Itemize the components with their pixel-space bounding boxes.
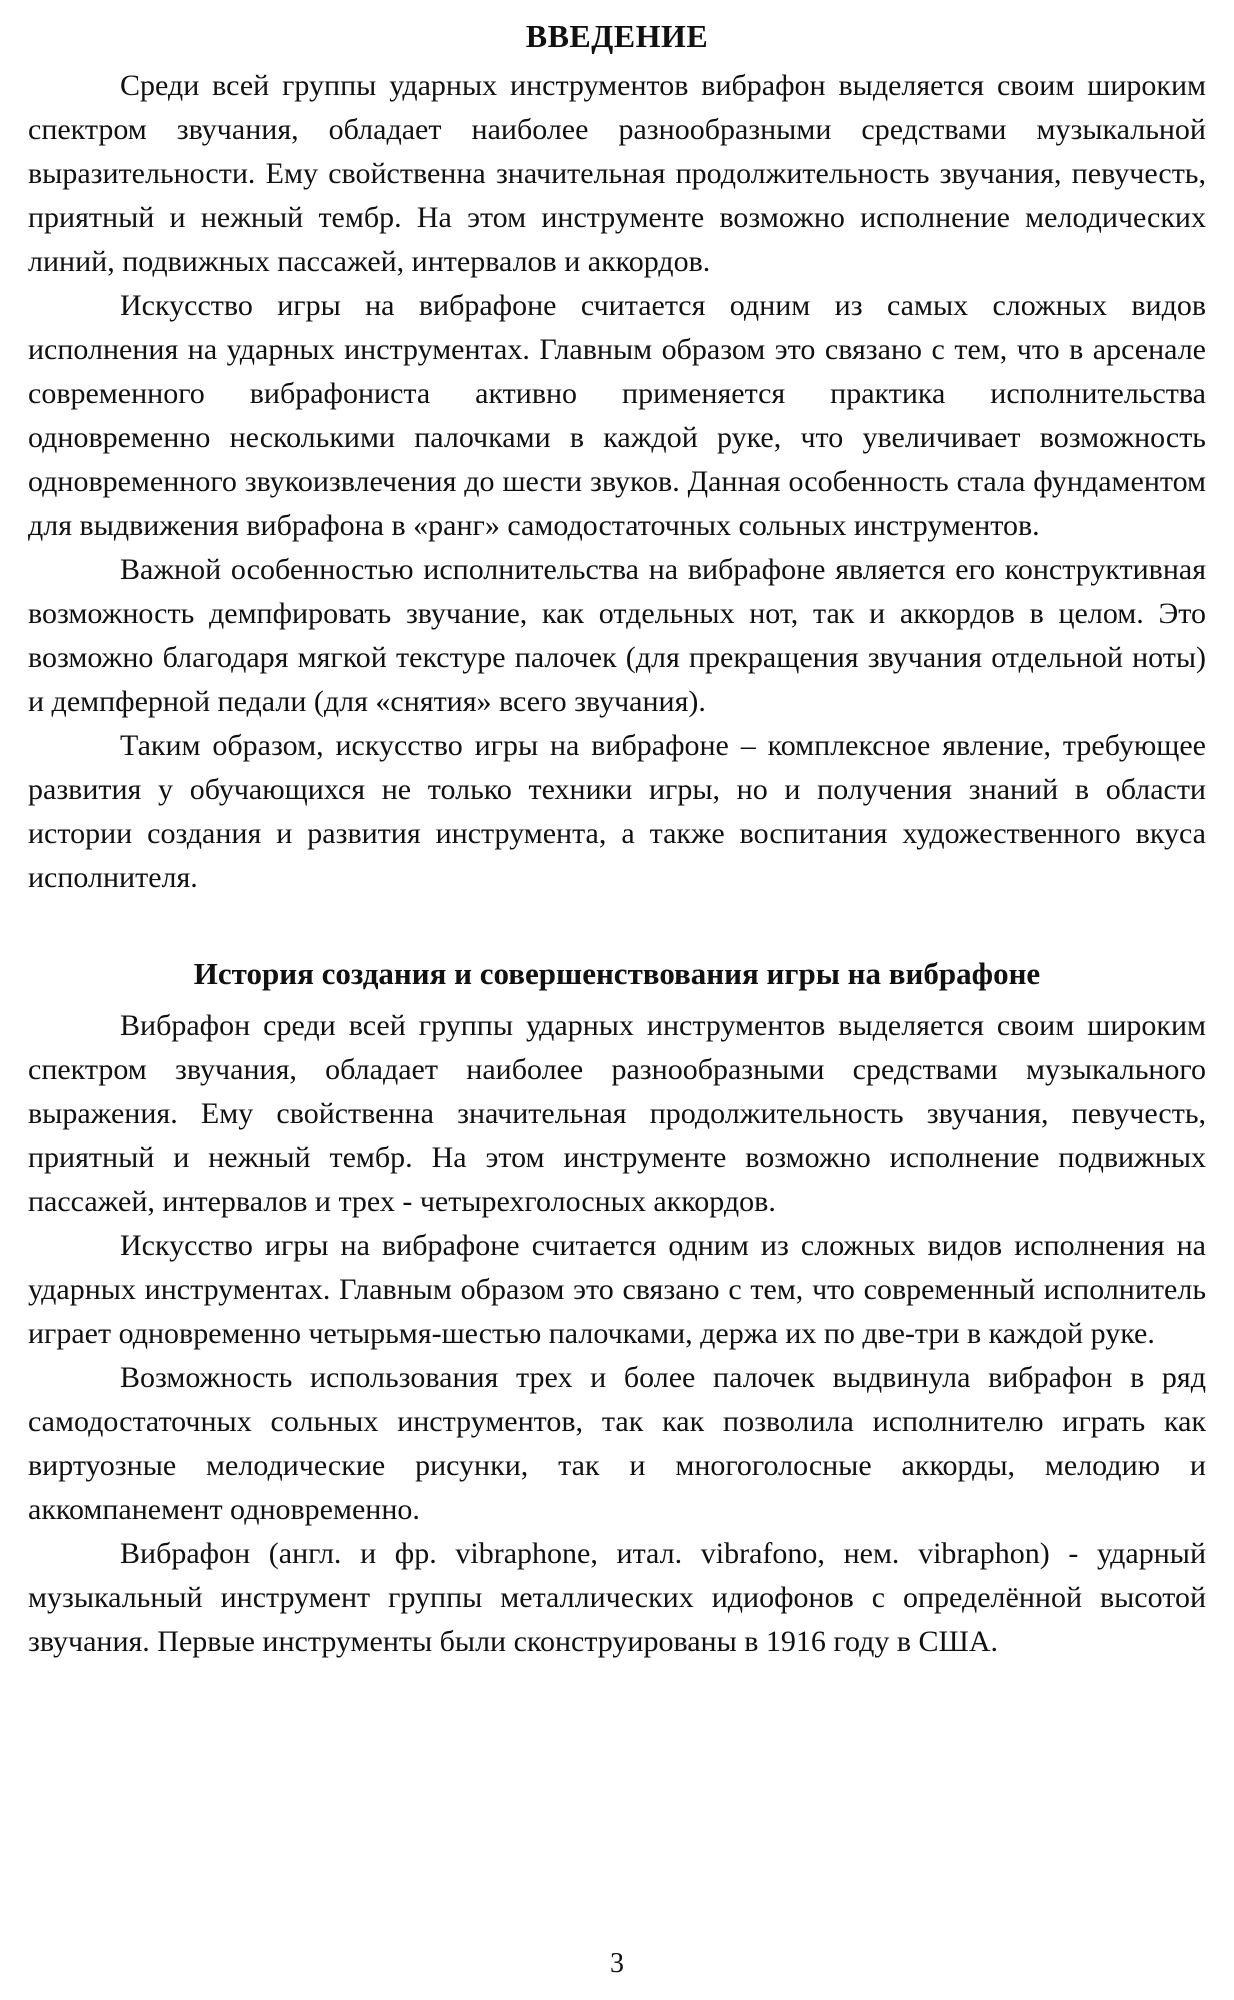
paragraph: Среди всей группы ударных инструментов вибрафон выделяется своим широким спектром звучания, обладает наиболее разнообразными средствами музыкальной выразительности. Ему свойственна значительная продолжительность звучания, певучесть, приятный и нежный тембр. На этом инструменте возможно исполнение мелодических линий, подвижных пассажей, интервалов и аккордов. <box>28 69 1206 278</box>
section-heading-introduction: ВВЕДЕНИЕ <box>525 18 709 54</box>
paragraph: Таким образом, искусство игры на вибрафоне – комплексное явление, требующее развития у обучающихся не только техники игры, но и получения знаний в области истории создания и развития инструмента, а также воспитания художественного вкуса исполнителя. <box>28 729 1206 894</box>
paragraph: Искусство игры на вибрафоне считается одним из сложных видов исполнения на ударных инструментах. Главным образом это связано с тем, что современный исполнитель играет одновременно четырьмя-шестью палочками, держа их по две-три в каждой руке. <box>28 1229 1206 1350</box>
paragraph: Возможность использования трех и более палочек выдвинула вибрафон в ряд самодостаточных сольных инструментов, так как позволила исполнителю играть как виртуозные мелодические рисунки, так и многоголосные аккорды, мелодию и аккомпанемент одновременно. <box>28 1361 1206 1526</box>
paragraph: Вибрафон (англ. и фр. vibraphone, итал. vibrafono, нем. vibraphon) - ударный музыкальный инструмент группы металлических идиофонов с определённой высотой звучания. Первые инструменты были сконструированы в 1916 году в США. <box>28 1537 1206 1658</box>
paragraph: Важной особенностью исполнительства на вибрафоне является его конструктивная возможность демпфировать звучание, как отдельных нот, так и аккордов в целом. Это возможно благодаря мягкой текстуре палочек (для прекращения звучания отдельной ноты) и демпферной педали (для «снятия» всего звучания). <box>28 553 1206 718</box>
paragraph: Искусство игры на вибрафоне считается одним из самых сложных видов исполнения на ударных инструментах. Главным образом это связано с тем, что в арсенале современного вибрафониста активно применяется практика исполнительства одновременно несколькими палочками в каждой руке, что увеличивает возможность одновременного звукоизвлечения до шести звуков. Данная особенность стала фундаментом для выдвижения вибрафона в «ранг» самодостаточных сольных инструментов. <box>28 289 1206 542</box>
page-number: 3 <box>610 1948 624 1979</box>
paragraph: Вибрафон среди всей группы ударных инструментов выделяется своим широким спектром звучания, обладает наиболее разнообразными средствами музыкального выражения. Ему свойственна значительная продолжительность звучания, певучесть, приятный и нежный тембр. На этом инструменте возможно исполнение подвижных пассажей, интервалов и трех - четырехголосных аккордов. <box>28 1009 1206 1218</box>
document-page <box>28 14 1206 1664</box>
section-heading-history: История создания и совершенствования игры на вибрафоне <box>193 956 1041 991</box>
